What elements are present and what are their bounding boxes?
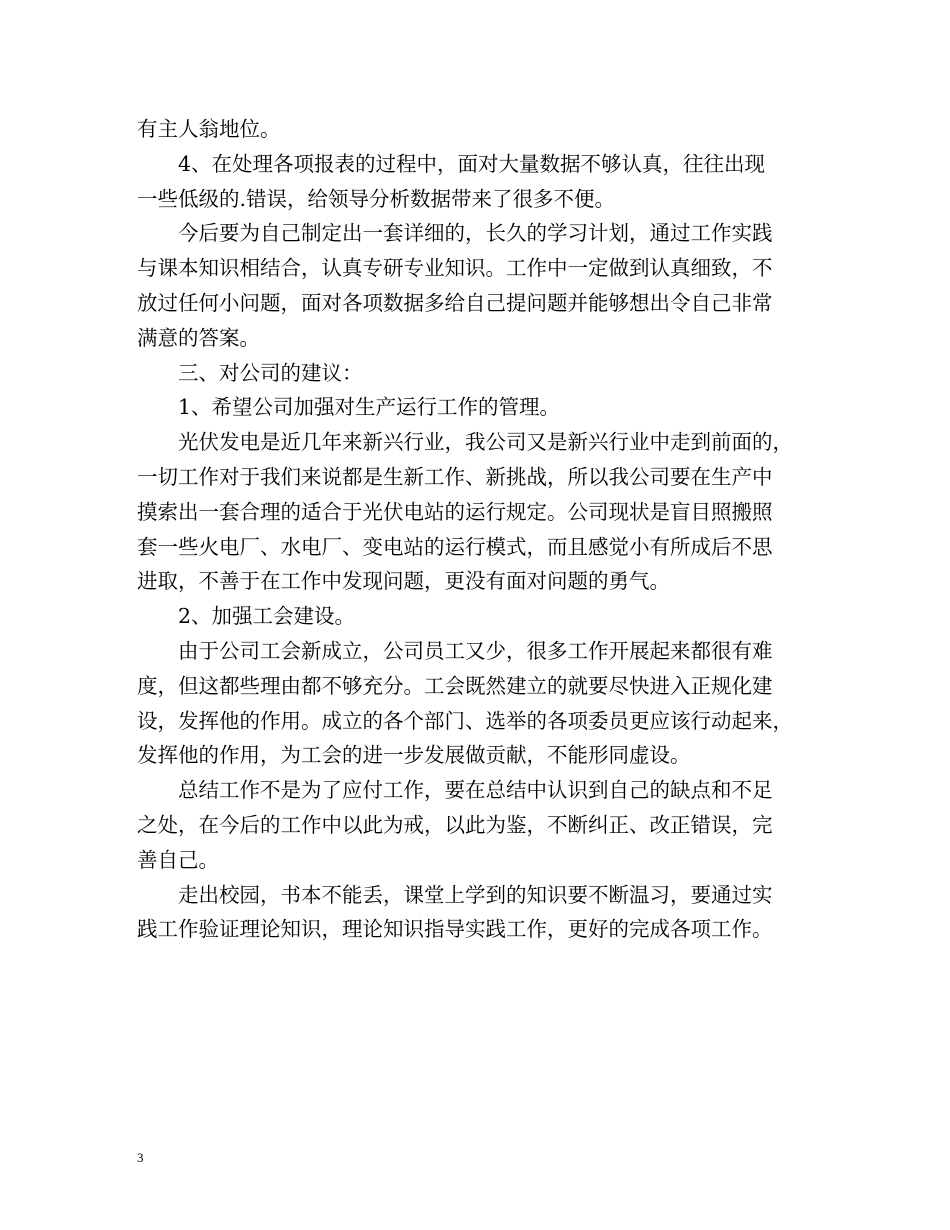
page-number: 3 <box>137 1150 144 1165</box>
text-line: 由于公司工会新成立，公司员工又少，很多工作开展起来都很有难 <box>178 638 773 663</box>
text-line: 光伏发电是近几年来新兴行业，我公司又是新兴行业中走到前面的， <box>178 430 793 455</box>
text-line: 进取，不善于在工作中发现问题，更没有面对问题的勇气。 <box>137 569 670 594</box>
text-line: 度，但这都些理由都不够充分。工会既然建立的就要尽快进入正规化建 <box>137 673 773 698</box>
document-body <box>137 112 817 947</box>
text-line: 有主人翁地位。 <box>137 117 281 141</box>
text-line: 4、在处理各项报表的过程中，面对大量数据不够认真，往往出现 <box>178 151 766 176</box>
text-line: 一切工作对于我们来说都是生新工作、新挑战，所以我公司要在生产中 <box>137 464 773 489</box>
text-line: 一些低级的.错误，给领导分析数据带来了很多不便。 <box>137 186 616 211</box>
text-line: 三、对公司的建议： <box>178 360 363 385</box>
text-line: 满意的答案。 <box>137 325 260 350</box>
text-line: 1、希望公司加强对生产运行工作的管理。 <box>178 395 561 420</box>
text-line: 践工作验证理论知识，理论知识指导实践工作，更好的完成各项工作。 <box>137 917 773 942</box>
text-line: 套一些火电厂、水电厂、变电站的运行模式，而且感觉小有所成后不思 <box>137 534 773 559</box>
text-line: 今后要为自己制定出一套详细的，长久的学习计划，通过工作实践 <box>178 221 773 246</box>
text-line: 2、加强工会建设。 <box>178 604 356 629</box>
text-line: 之处，在今后的工作中以此为戒，以此为鉴，不断纠正、改正错误，完 <box>137 812 773 837</box>
text-line: 摸索出一套合理的适合于光伏电站的运行规定。公司现状是盲目照搬照 <box>137 499 773 524</box>
text-line: 善自己。 <box>137 847 219 872</box>
text-line: 与课本知识相结合，认真专研专业知识。工作中一定做到认真细致，不 <box>137 256 773 281</box>
text-line: 设，发挥他的作用。成立的各个部门、选举的各项委员更应该行动起来， <box>137 708 793 733</box>
text-line: 走出校园，书本不能丢，课堂上学到的知识要不断温习，要通过实 <box>178 882 773 907</box>
text-line: 发挥他的作用，为工会的进一步发展做贡献，不能形同虚设。 <box>137 743 691 768</box>
text-line: 总结工作不是为了应付工作，要在总结中认识到自己的缺点和不足 <box>178 778 773 803</box>
text-line: 放过任何小问题，面对各项数据多给自己提问题并能够想出令自己非常 <box>137 290 773 315</box>
